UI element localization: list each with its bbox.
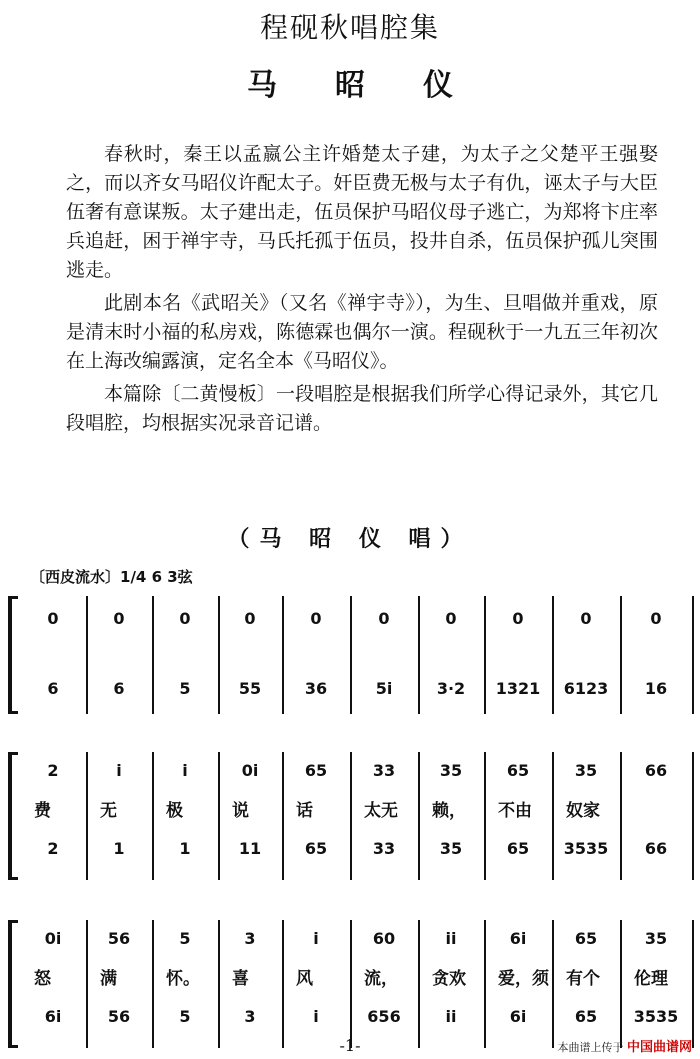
note-cell: 3·2 xyxy=(436,678,466,698)
note-cell: 1321 xyxy=(495,678,541,698)
intro-paragraph-2: 此剧本名《武昭关》（又名《禅宇寺》），为生、旦唱做并重戏，原是清末时小福的私房戏，陈德霖也偶尔一演。程砚秋于一九五三年初次在上海改编露演，定名全本《马昭仪》。 xyxy=(66,292,658,372)
note-cell: 65 xyxy=(574,928,598,948)
intro-text xyxy=(66,140,658,442)
lyric: 极 xyxy=(166,801,183,821)
note-cell: 2 xyxy=(47,760,59,780)
section-title: （马 昭 仪 唱） xyxy=(227,526,473,552)
note-cell: 0 xyxy=(310,608,322,628)
note-cell: 0 xyxy=(113,608,125,628)
note-cell: 6123 xyxy=(563,678,609,698)
note-cell: 0 xyxy=(244,608,256,628)
score-system xyxy=(8,920,698,1048)
note-cell: 35 xyxy=(574,760,598,780)
barline xyxy=(218,596,220,714)
score-system xyxy=(8,596,698,714)
note-cell: 3535 xyxy=(633,1006,679,1026)
accompaniment-line xyxy=(20,1002,698,1030)
note-cell: 0 xyxy=(445,608,457,628)
lyric-row xyxy=(20,964,698,988)
note-cell: 0 xyxy=(512,608,524,628)
lyric: 费 xyxy=(34,801,51,821)
tempo-marking: 〔西皮流水〕1/4 6 3弦 xyxy=(30,568,193,586)
lyric: 说 xyxy=(232,801,249,821)
note-cell: ii xyxy=(445,1006,457,1026)
note-cell: 5 xyxy=(179,678,191,698)
barline xyxy=(350,596,352,714)
lyric: 话 xyxy=(296,801,313,821)
note-cell: 6i xyxy=(509,928,527,948)
lyric: 爱，须 xyxy=(498,969,549,989)
barline xyxy=(282,596,284,714)
note-cell: 0i xyxy=(241,760,259,780)
watermark-site: 中国曲谱网 xyxy=(626,1040,692,1055)
note-cell: 1 xyxy=(179,838,191,858)
barline xyxy=(86,596,88,714)
note-cell: 55 xyxy=(238,678,262,698)
note-cell: 35 xyxy=(644,928,668,948)
lyric: 伦理 xyxy=(634,969,668,989)
note-cell: 0 xyxy=(580,608,592,628)
barline xyxy=(552,596,554,714)
lyric: 怀。 xyxy=(166,969,200,989)
lyric: 怒 xyxy=(34,969,51,989)
note-cell: 5 xyxy=(179,1006,191,1026)
note-cell: 3 xyxy=(244,928,256,948)
lyric: 太无 xyxy=(364,801,398,821)
note-cell: 56 xyxy=(107,1006,131,1026)
note-cell: 0 xyxy=(47,608,59,628)
lyric: 有个 xyxy=(566,969,600,989)
vocal-line xyxy=(20,604,698,632)
watermark xyxy=(557,1036,692,1055)
note-cell: 66 xyxy=(644,760,668,780)
note-cell: 35 xyxy=(439,838,463,858)
note-cell: i xyxy=(313,928,319,948)
note-cell: 6 xyxy=(113,678,125,698)
note-cell: 65 xyxy=(304,838,328,858)
barline xyxy=(484,596,486,714)
note-cell: 65 xyxy=(506,838,530,858)
note-cell: i xyxy=(313,1006,319,1026)
lyric: 风 xyxy=(296,969,313,989)
lyric: 无 xyxy=(100,801,117,821)
note-cell: 5i xyxy=(375,678,393,698)
lyric: 流， xyxy=(364,969,398,989)
note-cell: 6i xyxy=(509,1006,527,1026)
note-cell: 6i xyxy=(44,1006,62,1026)
note-cell: 0 xyxy=(179,608,191,628)
lyric: 奴家 xyxy=(566,801,600,821)
note-cell: 656 xyxy=(367,1006,401,1026)
page-number: -1- xyxy=(339,1036,361,1055)
barline xyxy=(152,596,154,714)
piece-title: 马昭仪 xyxy=(247,68,511,103)
barline xyxy=(620,596,622,714)
lyric: 喜 xyxy=(232,969,249,989)
system-bracket xyxy=(8,596,18,714)
note-cell: 0i xyxy=(44,928,62,948)
note-cell: 2 xyxy=(47,838,59,858)
book-title: 程砚秋唱腔集 xyxy=(259,11,440,44)
vocal-line xyxy=(20,756,698,784)
lyric: 不由 xyxy=(498,801,532,821)
accompaniment-line xyxy=(20,674,698,702)
watermark-text: 本曲谱上传于 xyxy=(557,1041,624,1054)
note-cell: 35 xyxy=(439,760,463,780)
note-cell: i xyxy=(116,760,122,780)
barline xyxy=(692,596,694,714)
note-cell: 3 xyxy=(244,1006,256,1026)
note-cell: 65 xyxy=(506,760,530,780)
note-cell: i xyxy=(182,760,188,780)
system-bracket xyxy=(8,752,18,880)
note-cell: 66 xyxy=(644,838,668,858)
score-system xyxy=(8,752,698,880)
note-cell: 56 xyxy=(107,928,131,948)
note-cell: 0 xyxy=(378,608,390,628)
note-cell: 6 xyxy=(47,678,59,698)
note-cell: 16 xyxy=(644,678,668,698)
note-cell: 3535 xyxy=(563,838,609,858)
note-cell: 60 xyxy=(372,928,396,948)
note-cell: 33 xyxy=(372,760,396,780)
note-cell: 11 xyxy=(238,838,262,858)
note-cell: 65 xyxy=(574,1006,598,1026)
lyric: 贪欢 xyxy=(432,969,466,989)
note-cell: 1 xyxy=(113,838,125,858)
system-bracket xyxy=(8,920,18,1048)
note-cell: ii xyxy=(445,928,457,948)
intro-paragraph-1: 春秋时，秦王以孟嬴公主许婚楚太子建，为太子之父楚平王强娶之，而以齐女马昭仪许配太子。奸臣费无极与太子有仇，诬太子与大臣伍奢有意谋叛。太子建出走，伍员保护马昭仪母子逃亡，为郑将卞庄率兵追赶，困于禅宇寺，马氏托孤于伍员，投井自杀，伍员保护孤儿突围逃走。 xyxy=(66,143,658,281)
note-cell: 5 xyxy=(179,928,191,948)
accompaniment-line xyxy=(20,834,698,862)
note-cell: 0 xyxy=(650,608,662,628)
note-cell: 36 xyxy=(304,678,328,698)
vocal-line xyxy=(20,924,698,952)
lyric-row xyxy=(20,796,698,820)
barline xyxy=(418,596,420,714)
note-cell: 33 xyxy=(372,838,396,858)
note-cell: 65 xyxy=(304,760,328,780)
intro-paragraph-3: 本篇除〔二黄慢板〕一段唱腔是根据我们所学心得记录外，其它几段唱腔，均根据实况录音记谱。 xyxy=(66,383,658,434)
lyric: 赖， xyxy=(432,801,466,821)
lyric: 满 xyxy=(100,969,117,989)
